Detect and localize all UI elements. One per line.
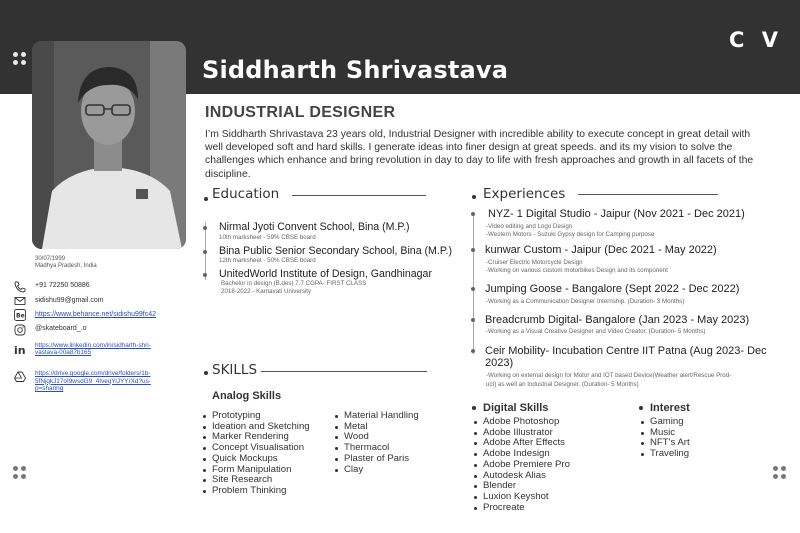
divider (261, 371, 427, 372)
svg-text:Be: Be (16, 312, 25, 320)
dob-text: 30/07/1999 (35, 256, 66, 262)
experiences-heading: Experiences (483, 186, 566, 202)
experience-detail: -Working on various custom motorbikes Design and its component (486, 267, 668, 274)
list-item: Thermacol (334, 443, 419, 454)
list-item: Procreate (473, 503, 570, 514)
decorative-dots-icon (13, 466, 27, 480)
section-bullet (472, 406, 476, 410)
section-bullet (472, 195, 476, 199)
section-bullet (204, 371, 208, 375)
list-item: Gaming (640, 417, 690, 428)
phone-text: +91 72250 50886 (35, 282, 90, 289)
list-item: Metal (334, 422, 419, 433)
list-item: Concept Visualisation (202, 443, 310, 454)
instagram-text[interactable]: @skateboard_.o (35, 325, 87, 332)
experience-detail: -Western Motors - Suzuki Gypsy design for Camping purpose (486, 231, 655, 238)
education-school: Nirmal Jyoti Convent School, Bina (M.P.) (219, 221, 410, 233)
education-school: UnitedWorld Institute of Design, Gandhinagar (219, 268, 432, 280)
list-item: Clay (334, 465, 419, 476)
list-item: Plaster of Paris (334, 454, 419, 465)
timeline-dot (471, 248, 475, 252)
instagram-icon (14, 323, 26, 335)
experience-timeline (473, 212, 474, 354)
divider (578, 194, 718, 195)
list-item: Ideation and Sketching (202, 422, 310, 433)
experience-detail: -Working as a Communication Designer Internship. (Duration- 3 Months) (486, 298, 685, 305)
experience-detail: uct) as well an Industrial Designer. (Duration- 5 Months) (486, 381, 639, 388)
list-item: Form Manipulation (202, 465, 310, 476)
experience-heading: Jumping Goose - Bangalore (Sept 2022 - Dec 2022) (485, 283, 740, 295)
list-item: Material Handling (334, 411, 419, 422)
svg-text:in: in (14, 344, 26, 355)
timeline-dot (203, 273, 207, 277)
drive-link[interactable] (35, 370, 151, 393)
email-text[interactable]: sidishu99@gmail.com (35, 297, 104, 304)
experience-detail: -Video editing and Logo Design (486, 223, 573, 230)
experience-detail: -Working as a Visual Creative Designer and Video Creator. (Duration- 5 Months) (486, 328, 706, 335)
about-paragraph: I’m Siddharth Shrivastava 23 years old, Industrial Designer with incredible ability to execute concept in great detail with well developed soft and hard skills. I generate ideas into finer design at great speeds. and its my vision to solve the challenges which enhance and bring revolution in day to day to life with fresh approaches and growth in all facets of the discipline. (205, 129, 754, 180)
education-detail: 10th marksheet - 59% CBSE board (219, 234, 316, 241)
timeline-dot (203, 250, 207, 254)
list-item: Adobe Indesign (473, 449, 570, 460)
list-item: Luxion Keyshot (473, 492, 570, 503)
profile-photo (32, 41, 186, 249)
experience-heading: Breadcrumb Digital- Bangalore (Jan 2023 - May 2023) (485, 314, 750, 326)
linkedin-link-line2: vastava-00a87b165 (35, 349, 92, 356)
experience-detail: -Cruiser Electric Motorcycle Design (486, 259, 583, 266)
decorative-dots-icon (773, 466, 787, 480)
digital-skills-list (473, 417, 570, 513)
drive-link-line2: 5fNjqkJ17oI9wsdG9_4IveqYiJYYrXd?us- (35, 377, 151, 385)
list-item: Quick Mockups (202, 454, 310, 465)
digital-skills-heading: Digital Skills (483, 402, 549, 414)
education-detail: 12th marksheet - 50% CBSE board (219, 257, 316, 264)
linkedin-link[interactable] (35, 342, 151, 356)
email-icon (14, 294, 26, 306)
job-title: INDUSTRIAL DESIGNER (205, 104, 396, 121)
divider (292, 195, 426, 196)
education-school: Bina Public Senior Secondary School, Bina (M.P.) (219, 245, 452, 257)
timeline-dot (203, 226, 207, 230)
list-item: NFT's Art (640, 438, 690, 449)
education-detail: 2018-2022 - Karnavati University (221, 288, 312, 295)
list-item: Adobe Photoshop (473, 417, 570, 428)
page-title: Siddharth Shrivastava (202, 56, 509, 84)
decorative-dots-icon (13, 52, 27, 66)
linkedin-icon (14, 342, 26, 354)
experience-heading: NYZ- 1 Digital Studio - Jaipur (Nov 2021 - Dec 2021) (488, 208, 745, 220)
person-silhouette-icon (32, 41, 186, 249)
list-item: Traveling (640, 449, 690, 460)
behance-icon (14, 308, 26, 320)
list-item: Prototyping (202, 411, 310, 422)
linkedin-link-line1: https://www.linkedin.com/in/sidharth-shri- (35, 342, 151, 349)
section-bullet (204, 197, 208, 201)
cv-label: C V (729, 28, 783, 52)
analog-skills-list-secondary (334, 411, 419, 475)
experience-heading: Ceir Mobility- Incubation Centre IIT Patna (Aug 2023- Dec (485, 345, 767, 357)
list-item: Site Research (202, 475, 310, 486)
drive-link-line1: https://drive.google.com/drive/folders/1b- (35, 370, 151, 377)
analog-skills-list (202, 411, 310, 497)
location-text: Madhya Pradesh, India (35, 263, 97, 269)
timeline-dot (471, 349, 475, 353)
google-drive-icon (14, 370, 26, 382)
experience-heading: 2023) (485, 357, 514, 369)
education-detail: Bachelor in design (B.des) 7.7 CGPA- FIRST CLASS (221, 280, 367, 287)
behance-link[interactable]: https://www.behance.net/sidishu99fc42 (35, 311, 157, 318)
timeline-dot (471, 287, 475, 291)
timeline-dot (471, 318, 475, 322)
list-item: Autodesk Alias (473, 471, 570, 482)
interest-list (640, 417, 690, 460)
list-item: Blender (473, 481, 570, 492)
list-item: Adobe After Effects (473, 438, 570, 449)
list-item: Adobe Premiere Pro (473, 460, 570, 471)
section-bullet (639, 406, 643, 410)
analog-skills-heading: Analog Skills (212, 390, 282, 402)
interest-heading: Interest (650, 402, 690, 414)
list-item: Wood (334, 432, 419, 443)
list-item: Adobe Illustrator (473, 428, 570, 439)
list-item: Marker Rendering (202, 432, 310, 443)
list-item: Problem Thinking (202, 486, 310, 497)
experience-heading: kunwar Custom - Jaipur (Dec 2021 - May 2022) (485, 244, 717, 256)
timeline-dot (471, 212, 475, 216)
experience-detail: -Working on external design for Motor and IOT based Device(Weather alert/Rescue Prod- (486, 372, 732, 379)
skills-heading: SKILLS (212, 362, 258, 378)
drive-link-line3: p=sharing (35, 385, 64, 393)
list-item: Music (640, 428, 690, 439)
phone-icon (14, 280, 26, 292)
education-heading: Education (212, 186, 280, 202)
